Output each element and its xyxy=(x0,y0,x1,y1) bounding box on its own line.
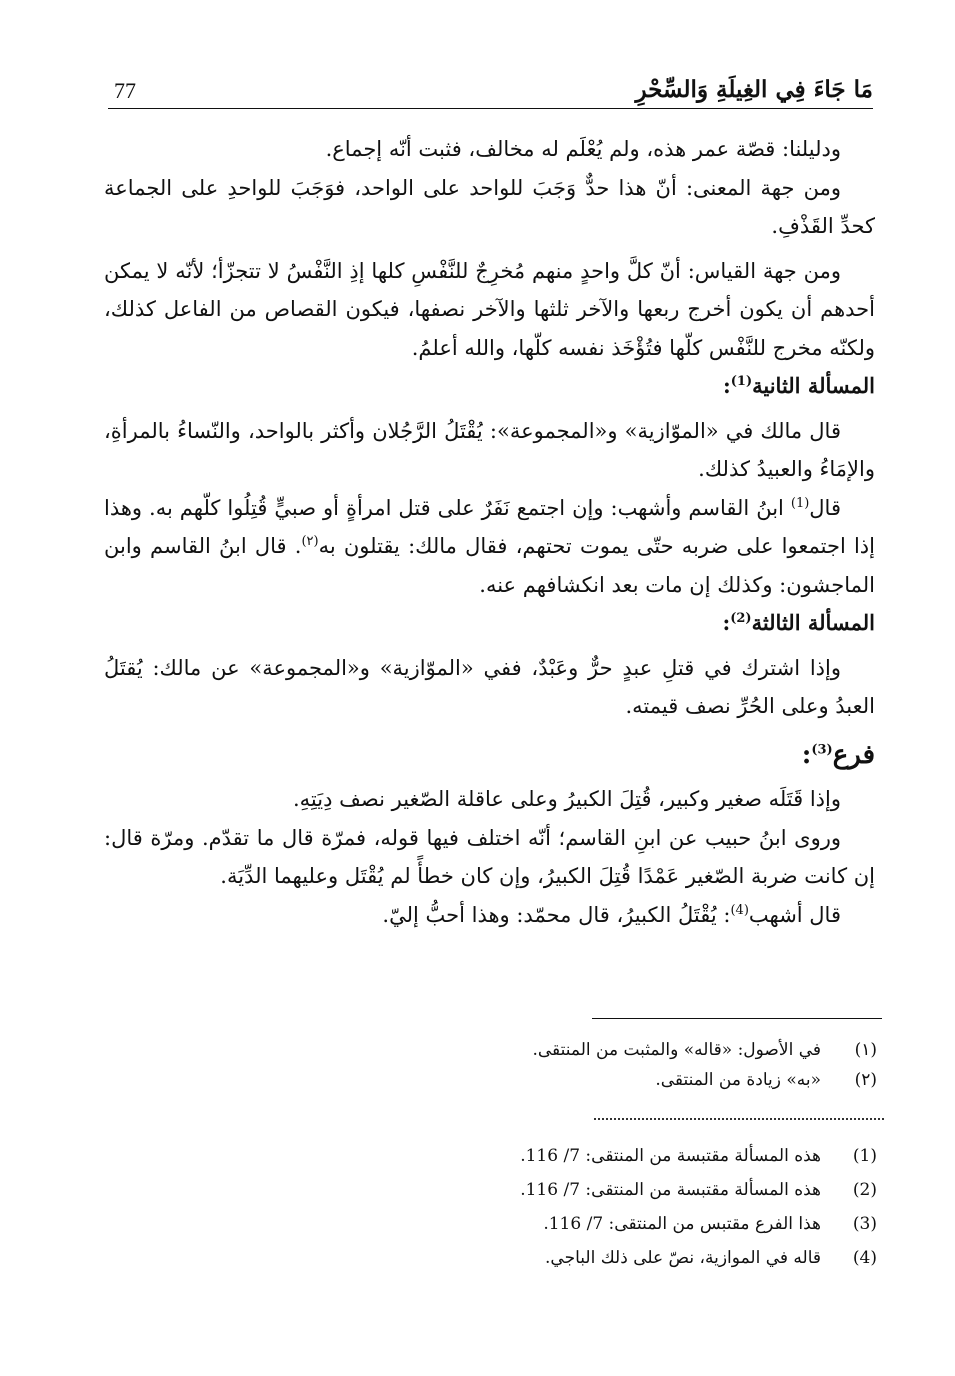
header-rule xyxy=(108,108,873,109)
footnote-ref: (٢) xyxy=(301,534,319,549)
paragraph-meaning: ومن جهة المعنى: أنّ هذا حدٌّ وَجَبَ للواحد على الواحد، فوَجَبَ للواحدِ على الجماعة كحدِّ القَذْفِ. xyxy=(104,175,875,238)
heading-third-issue: المسألة الثالثة$^{(2)}$: xyxy=(722,610,875,635)
running-title: مَا جَاءَ فِي الغِيلَةِ وَالسِّحْرِ xyxy=(635,76,873,103)
footnote-ref: (2) xyxy=(730,611,752,626)
page-number: 77 xyxy=(114,78,136,103)
paragraph-analogy: ومن جهة القياس: أنّ كلَّ واحدٍ منهم مُخرِجٌ للنَّفْسِ كلها إذِ النَّفْسُ لا تتجزّأ؛ لأنّه لا يمكن أحدهم أن يكون أخرج ربعها والآخر ثلثها والآخر نصفها، فيكون القصاص من الفاعل كذلك، ولكنّه مخرج للنَّفْس كلّها فتُؤْخَذ نفسه كلّها، والله أعلمُ. xyxy=(104,258,875,360)
heading-second-issue: المسألة الثانية$^{(1)}$: xyxy=(722,373,875,398)
paragraph-malik: قال مالك في «الموّازية» و«المجموعة»: يُقْتَلُ الرَّجُلان وأكثر بالواحد، والنّساءُ بالمرأةِ، والإمَاءُ والعبيدُ كذلك. xyxy=(104,418,875,481)
paragraph-ibn-qasim: قال$^{(1)}$ ابنُ القاسم وأشهب: وإن اجتمع نَفَرٌ على قتل امرأةٍ أو صبيٍّ قُتِلُوا كلّهم به. وهذا إذا اجتمعوا على ضربه حتّى يموت تحتهم، فقال مالك: يقتلون به$^{(٢)}$. قال ابنُ القاسم وابن الماجشون: وكذلك إن مات بعد انكشافهم عنه. xyxy=(104,495,875,597)
footnote-ref: (3) xyxy=(811,741,833,757)
footnote-item: (1) هذه المسألة مقتبسة من المنتقى: 7/ 116. xyxy=(520,1146,877,1166)
paragraph-slave: وإذا اشترك في قتلِ عبدٍ حرٌّ وعَبْدٌ، ففي «الموّازية» و«المجموعة» عن مالك: يُقتَلُ العبدُ وعلى الحُرِّ نصف قيمته. xyxy=(104,655,875,718)
heading-label: فرع xyxy=(832,739,875,770)
heading-branch: فرع$^{(3)}$: xyxy=(801,739,875,770)
footnotes xyxy=(150,1146,877,1282)
paragraph-ibn-habib: وروى ابنُ حبيب عن ابنِ القاسم؛ أنّه اختلف فيها قوله، فمرّة قال ما تقدّم. ومرّة قال: إن كانت ضربة الصّغير عَمْدًا قُتِلَ الكبيرُ، وإن كان خطأً لم يُقْتَل وعليهما الدِّيَة. xyxy=(104,825,875,888)
footnote-ref: (1) xyxy=(730,374,753,389)
heading-label: المسألة الثانية xyxy=(752,373,875,398)
footnote-rule xyxy=(592,1018,882,1019)
heading-label: المسألة الثالثة xyxy=(751,610,875,635)
footnote-ref: (1) xyxy=(790,495,810,511)
main-text xyxy=(104,130,875,934)
variant-notes xyxy=(150,1040,877,1100)
variant-note: (١) في الأصول: «قاله» والمثبت من المنتقى. xyxy=(532,1040,877,1060)
footnote-item: (3) هذا الفرع مقتبس من المنتقى: 7/ 116. xyxy=(543,1214,877,1234)
page-header xyxy=(108,74,873,112)
paragraph-evidence: ودليلنا: قصّة عمر هذه، ولم يُعْلَم له مخالف، فثبت أنّه إجماع. xyxy=(325,137,841,161)
paragraph-ashhab: قال أشهب$^{(4)}$: يُقْتَلُ الكبيرُ، قال محمّد: وهذا أحبُّ إليّ. xyxy=(382,902,841,927)
footnote-item: (2) هذه المسألة مقتبسة من المنتقى: 7/ 116. xyxy=(520,1180,877,1200)
variant-note: (٢) «به» زيادة من المنتقى. xyxy=(655,1070,877,1090)
footnote-ref: (4) xyxy=(730,902,749,918)
paragraph-minor: وإذا قَتَلَه صغير وكبير، قُتِلَ الكبيرُ وعلى عاقلة الصّغير نصف دِيَتِهِ. xyxy=(293,787,841,811)
footnote-item: (4) قاله في الموازية، نصّ على ذلك الباجي. xyxy=(545,1248,877,1268)
dotted-separator xyxy=(594,1118,884,1120)
